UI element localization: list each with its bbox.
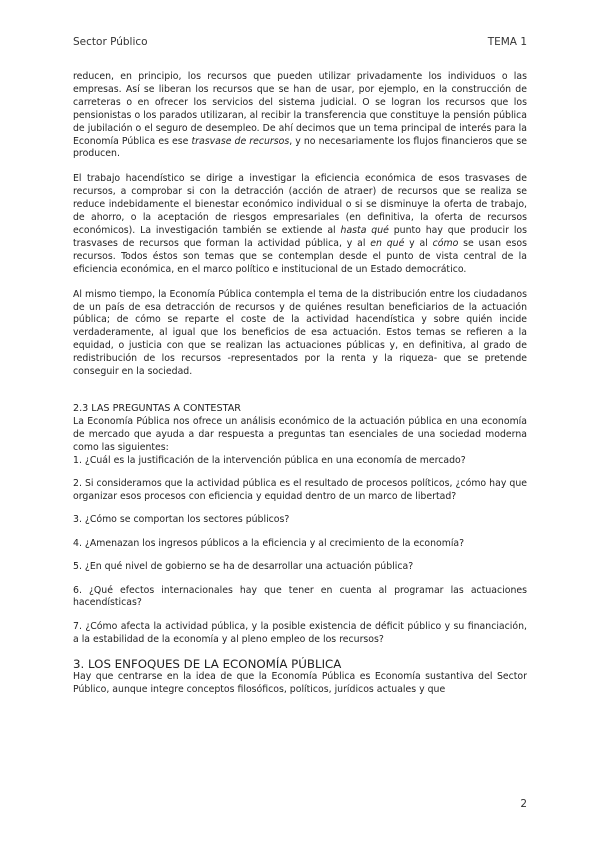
paragraph-1-text-a: reducen, en principio, los recursos que pueden utilizar privadamente los individuos o las empresas. Así se liberan los recursos que se han de usar, por ejemplo, en la construcción de carreteras o en ofrecer los servicios del sistema judicial. O se logran los recursos que los pensionistas o los parados utilizaran, al recibir la transferencia que constituye la pensión pública de jubilación o el seguro de desempleo. De ahí decimos que un tema principal de interés para la Economía Pública es ese <box>73 71 527 147</box>
question-6: 6. ¿Qué efectos internacionales hay que tener en cuenta al programar las actuaciones hacendísticas? <box>73 584 527 609</box>
section-2-3-heading: 2.3 LAS PREGUNTAS A CONTESTAR <box>73 402 241 414</box>
question-7: 7. ¿Cómo afecta la actividad pública, y la posible existencia de déficit público y su financiación, a la estabilidad de la economía y al pleno empleo de los recursos? <box>73 620 527 645</box>
paragraph-2-text-g: se usan esos recursos. Todos éstos son temas que se contemplan desde el punto de vista central de la eficiencia económica, en el marco político e institucional de un Estado democrático. <box>73 237 528 275</box>
page-number: 2 <box>520 798 527 810</box>
paragraph-1-emphasis: trasvase de recursos <box>191 135 290 147</box>
question-3: 3. ¿Cómo se comportan los sectores públicos? <box>73 514 290 526</box>
paragraph-2-emphasis-f: cómo <box>432 237 459 249</box>
section-3-title: 3. LOS ENFOQUES DE LA ECONOMÍA PÚBLICA <box>73 657 342 672</box>
paragraph-2-emphasis-d: en qué <box>370 237 405 249</box>
question-4: 4. ¿Amenazan los ingresos públicos a la eficiencia y al crecimiento de la economía? <box>73 537 465 549</box>
paragraph-2-text-a: El trabajo hacendístico se dirige a investigar la eficiencia económica de esos trasvases de recursos, a comprobar si con la detracción (acción de atraer) de recursos que se realiza se reduce indebidamente el bienestar económico individual o si se disminuye la oferta de trabajo, de ahorro, o la aceptación de riesgos empresariales (en definitiva, la oferta de recursos económicos). La investigación también se extiende al <box>73 173 527 236</box>
paragraph-2-text-e: y al <box>404 237 433 249</box>
section-3-text: Hay que centrarse en la idea de que la Economía Pública es Economía sustantiva del Sector Público, aunque integre conceptos filosóficos, políticos, jurídicos actuales y que <box>73 671 527 696</box>
header-topic: TEMA 1 <box>487 36 527 48</box>
section-2-3-intro: La Economía Pública nos ofrece un análisis económico de la actuación pública en una economía de mercado que ayuda a dar respuesta a preguntas tan esenciales de una sociedad moderna como las siguientes: <box>73 415 527 453</box>
paragraph-1-text-c: , y no necesariamente los flujos financieros que se producen. <box>73 135 527 160</box>
question-5: 5. ¿En qué nivel de gobierno se ha de desarrollar una actuación pública? <box>73 561 414 573</box>
header-title: Sector Público <box>73 36 148 48</box>
paragraph-3: Al mismo tiempo, la Economía Pública contempla el tema de la distribución entre los ciudadanos de un país de esa detracción de recursos y de quiénes resultan beneficiarios de la actuación pública; de cómo se reparte el coste de la actividad hacendística y sobre quién incide verdaderamente, al igual que los beneficios de esa actuación. Estos temas se refieren a la equidad, o justicia con que se realizan las actuaciones públicas y, en definitiva, al grado de redistribución de los recursos -representados por la renta y la riqueza- que se pretende conseguir en la sociedad. <box>73 288 527 378</box>
paragraph-2 <box>73 173 527 276</box>
question-2: 2. Si consideramos que la actividad pública es el resultado de procesos políticos, ¿cómo hay que organizar esos procesos con eficiencia y equidad dentro de un marco de libertad? <box>73 477 527 502</box>
paragraph-2-text-c: punto hay que producir los trasvases de recursos que forman la actividad pública, y al <box>73 224 527 249</box>
page-header <box>73 36 527 48</box>
paragraph-2-emphasis-b: hasta qué <box>340 224 389 236</box>
document-body <box>73 71 527 697</box>
paragraph-1 <box>73 71 527 161</box>
question-1: 1. ¿Cuál es la justificación de la intervención pública en una economía de mercado? <box>73 454 466 466</box>
